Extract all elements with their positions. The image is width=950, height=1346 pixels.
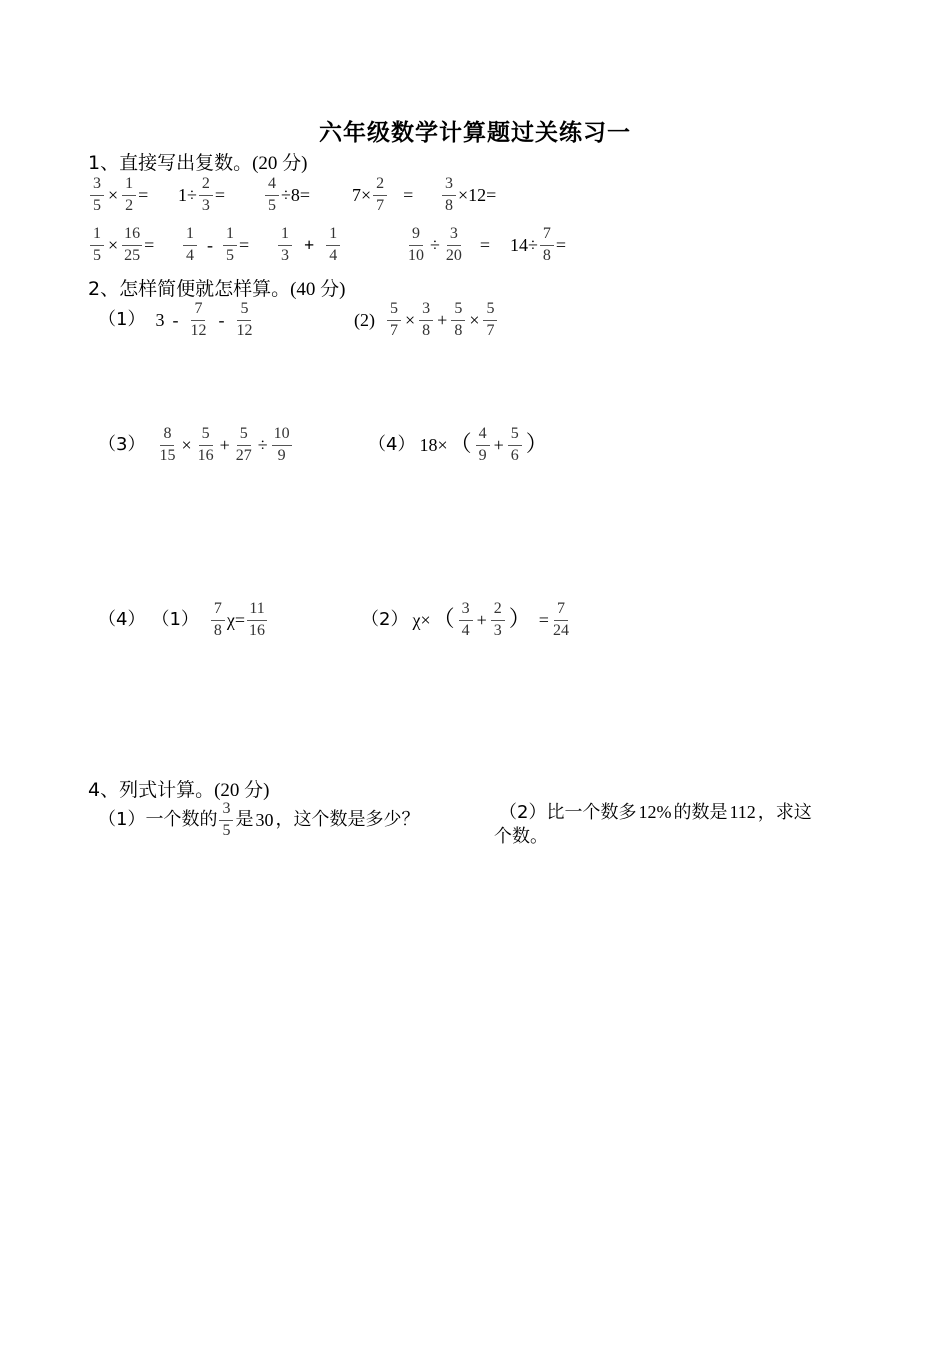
simplify-problem-4: （4） 18× （ $\frac{4}{9}$ + $\frac{5}{6}$ ） <box>368 425 548 464</box>
direct-expr-5: $\frac{3}{8}$ ×12= <box>440 176 496 215</box>
fraction: $\frac{10}{9}$ <box>273 425 290 464</box>
word-problem-2: （2）比一个数多 12% 的数是 112 ，求这 个数。 <box>494 802 812 847</box>
direct-expr-7: $\frac{1}{4}$ - $\frac{1}{5}$ = <box>181 226 249 265</box>
word-problem-1: （1） 一个数的 $\frac{3}{5}$ 是 30 ，这个数是多少？ <box>98 800 420 839</box>
fraction: $\frac{3}{5}$ <box>90 176 104 215</box>
fraction: $\frac{7}{8}$ <box>540 226 554 265</box>
direct-expr-8: $\frac{1}{3}$ + $\frac{1}{4}$ <box>276 226 342 265</box>
fraction: $\frac{1}{4}$ <box>183 226 197 265</box>
fraction: $\frac{1}{3}$ <box>278 226 292 265</box>
simplify-problem-2: (2) $\frac{5}{7}$ × $\frac{3}{8}$ + $\frac{5}{8}$ × $\frac{5}{7}$ <box>354 301 499 340</box>
fraction: $\frac{5}{7}$ <box>483 301 497 340</box>
equation-section: （4） （1） $\frac{7}{8}$ χ= $\frac{11}{16}$ <box>98 600 266 639</box>
fraction: $\frac{8}{15}$ <box>159 425 176 464</box>
fraction: $\frac{1}{5}$ <box>223 226 237 265</box>
page-title: 六年级数学计算题过关练习一 <box>319 120 631 146</box>
fraction: $\frac{2}{3}$ <box>491 601 505 640</box>
fraction: $\frac{3}{5}$ <box>219 801 233 840</box>
fraction: $\frac{4}{9}$ <box>476 426 490 465</box>
fraction: $\frac{1}{4}$ <box>326 226 340 265</box>
fraction: $\frac{4}{5}$ <box>265 176 279 215</box>
fraction: $\frac{5}{16}$ <box>197 425 214 464</box>
fraction: $\frac{5}{7}$ <box>387 301 401 340</box>
fraction: $\frac{2}{3}$ <box>199 176 213 215</box>
fraction: $\frac{3}{4}$ <box>459 601 473 640</box>
direct-expr-6: $\frac{1}{5}$ × $\frac{16}{25}$ = <box>88 226 154 265</box>
direct-expr-9: $\frac{9}{10}$ ÷ $\frac{3}{20}$ = <box>408 225 491 264</box>
direct-expr-2: 1÷ $\frac{2}{3}$ = <box>178 175 226 214</box>
fraction: $\frac{5}{12}$ <box>236 300 253 339</box>
fraction: $\frac{3}{20}$ <box>445 225 462 264</box>
direct-expr-4: 7× $\frac{2}{7}$ = <box>352 175 414 214</box>
fraction: $\frac{5}{27}$ <box>235 425 252 464</box>
fraction: $\frac{11}{16}$ <box>249 600 266 639</box>
fraction: $\frac{7}{12}$ <box>190 300 207 339</box>
fraction: $\frac{1}{2}$ <box>122 176 136 215</box>
direct-expr-10: 14÷ $\frac{7}{8}$ = <box>510 225 567 264</box>
fraction: $\frac{16}{25}$ <box>124 225 141 264</box>
fraction: $\frac{9}{10}$ <box>408 225 424 264</box>
fraction: $\frac{5}{8}$ <box>451 301 465 340</box>
fraction: $\frac{3}{8}$ <box>442 176 456 215</box>
fraction: $\frac{2}{7}$ <box>373 176 387 215</box>
direct-expr-3: $\frac{4}{5}$ ÷8= <box>263 176 310 215</box>
equation-problem-2: （2） χ× （ $\frac{3}{4}$ + $\frac{2}{3}$ ） = $\frac{7}{24}$ <box>361 600 569 639</box>
direct-expr-1: $\frac{3}{5}$ × $\frac{1}{2}$ = <box>88 176 148 215</box>
simplify-problem-1: （1） 3 - $\frac{7}{12}$ - $\frac{5}{12}$ <box>98 300 253 339</box>
fraction: $\frac{5}{6}$ <box>508 426 522 465</box>
fraction: $\frac{7}{24}$ <box>552 600 569 639</box>
fraction: $\frac{7}{8}$ <box>211 601 225 640</box>
simplify-problem-3: （3） $\frac{8}{15}$ × $\frac{5}{16}$ + $\frac{5}{27}$ ÷ $\frac{10}{9}$ <box>98 425 290 464</box>
section-4-heading: 4、列式计算。(20 分) <box>88 779 270 801</box>
section-1-heading: 1、直接写出复数。(20 分) <box>88 152 308 174</box>
section-2-heading: 2、怎样简便就怎样算。(40 分) <box>88 278 346 300</box>
fraction: $\frac{1}{5}$ <box>90 226 104 265</box>
fraction: $\frac{3}{8}$ <box>419 301 433 340</box>
